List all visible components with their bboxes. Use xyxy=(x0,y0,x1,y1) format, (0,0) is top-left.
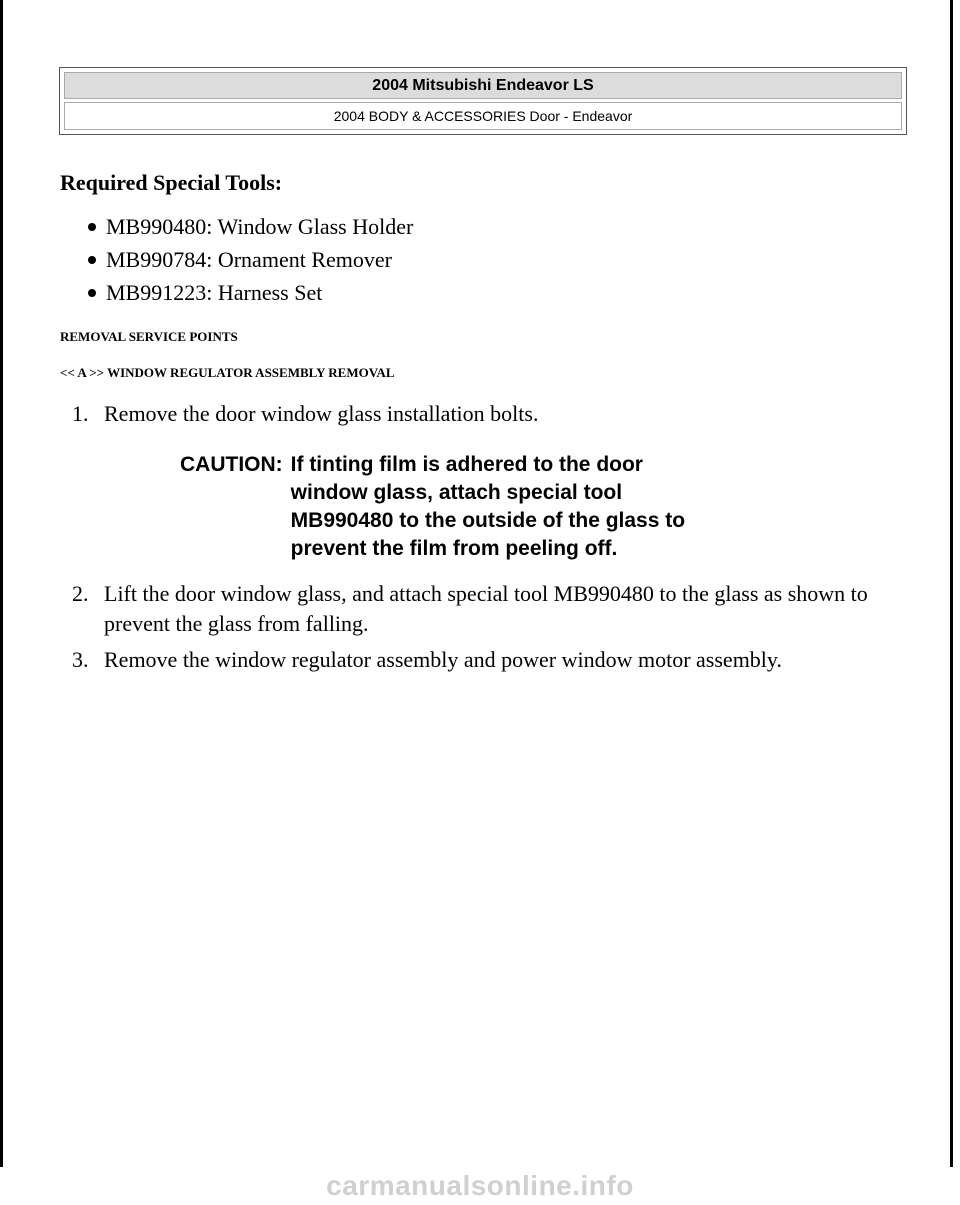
tool-label: MB990784: Ornament Remover xyxy=(106,247,392,272)
caution-note xyxy=(180,451,900,563)
tool-label: MB991223: Harness Set xyxy=(106,280,323,305)
bullet-icon xyxy=(88,256,96,264)
window-regulator-removal-heading: << A >> WINDOW REGULATOR ASSEMBLY REMOVAL xyxy=(60,365,395,380)
step-number: 2. xyxy=(72,581,89,606)
caution-label: CAUTION: xyxy=(180,453,283,476)
list-item xyxy=(88,210,900,243)
caution-text: If tinting film is adhered to the door window glass, attach special tool MB990480 to the outside of the glass to prevent the film from peeling off. xyxy=(290,453,686,560)
site-watermark: carmanualsonline.info xyxy=(326,1170,634,1201)
step-item xyxy=(60,645,900,675)
step-item xyxy=(60,579,900,639)
document-header xyxy=(59,67,907,135)
section-subtitle: 2004 BODY & ACCESSORIES Door - Endeavor xyxy=(64,102,902,130)
step-text: Remove the window regulator assembly and power window motor assembly. xyxy=(104,647,782,672)
list-item xyxy=(88,276,900,309)
step-text: Lift the door window glass, and attach special tool MB990480 to the glass as shown to prevent the glass from falling. xyxy=(104,581,868,636)
removal-service-points-heading: REMOVAL SERVICE POINTS xyxy=(60,329,238,344)
step-number: 1. xyxy=(72,401,89,426)
step-item xyxy=(60,399,900,429)
list-item xyxy=(88,243,900,276)
removal-steps xyxy=(60,399,900,429)
tool-label: MB990480: Window Glass Holder xyxy=(106,214,414,239)
bullet-icon xyxy=(88,289,96,297)
special-tools-heading: Required Special Tools: xyxy=(60,170,283,195)
special-tools-list xyxy=(60,210,900,309)
bullet-icon xyxy=(88,223,96,231)
document-content xyxy=(60,168,900,675)
removal-steps-continued xyxy=(60,579,900,675)
step-text: Remove the door window glass installation bolts. xyxy=(104,401,539,426)
vehicle-title: 2004 Mitsubishi Endeavor LS xyxy=(64,72,902,99)
step-number: 3. xyxy=(72,647,89,672)
